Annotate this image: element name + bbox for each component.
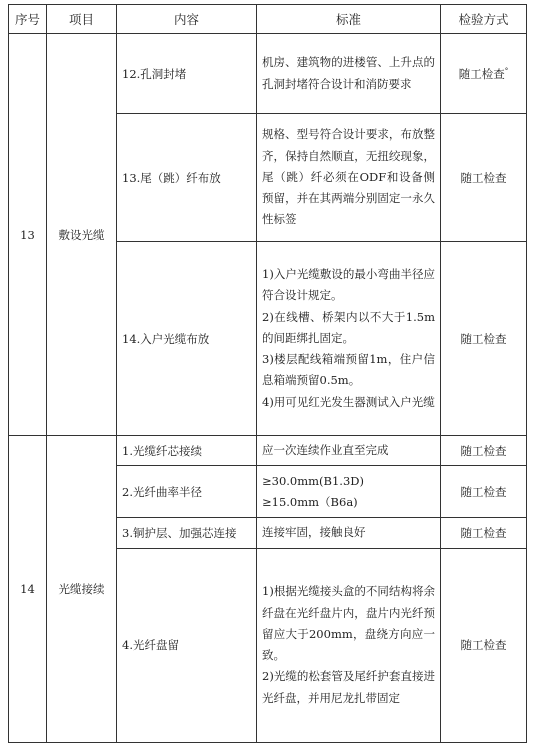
item-content: 12.孔洞封堵 [117,34,257,114]
standard-line: 3)楼层配线箱端预留1m，住户信息箱端预留0.5m。 [262,352,435,388]
standard-line: 2)光缆的松套管及尾纤护套直接进光纤盘，并用尼龙扎带固定 [262,669,435,705]
header-method: 检验方式 [441,5,527,34]
group-project: 敷设光缆 [47,34,117,436]
item-standard [257,466,441,518]
item-standard [257,242,441,436]
group-project: 光缆接续 [47,436,117,743]
standard-line: 1)根据光缆接头盒的不同结构将余纤盘在光纤盘片内，盘片内光纤预留应大于200mm，盘绕方向应一致。 [262,584,435,663]
standard-line: 1)入户光缆敷设的最小弯曲半径应符合设计规定。 [262,267,435,303]
method-text: 随工检查 [458,66,505,81]
item-content: 13.尾（跳）纤布放 [117,114,257,242]
item-method [441,34,527,114]
header-standard: 标准 [257,5,441,34]
header-content: 内容 [117,5,257,34]
header-row [9,5,527,34]
item-standard [257,518,441,548]
group-number: 13 [9,34,47,436]
item-method: 随工检查 [441,242,527,436]
item-content: 4.光纤盘留 [117,548,257,742]
item-method: 随工检查 [441,518,527,548]
item-method: 随工检查 [441,436,527,466]
standard-line: 机房、建筑物的进楼管、上升点的孔洞封堵符合设计和消防要求 [262,55,435,91]
standard-line: 应一次连续作业直至完成 [262,443,389,457]
item-content: 2.光纤曲率半径 [117,466,257,518]
item-method: 随工检查 [441,548,527,742]
table-row [9,34,527,114]
header-no: 序号 [9,5,47,34]
standard-line: ≥15.0mm（B6a) [262,494,358,509]
item-standard [257,34,441,114]
item-content: 14.入户光缆布放 [117,242,257,436]
item-method: 随工检查 [441,466,527,518]
standard-line: 2)在线槽、桥架内以不大于1.5m的间距绑扎固定。 [262,309,435,345]
header-project: 项目 [47,5,117,34]
item-content: 3.铜护层、加强芯连接 [117,518,257,548]
table-row [9,436,527,466]
standard-line: ≥30.0mm(B1.3D) [262,473,364,488]
item-content: 1.光缆纤芯接续 [117,436,257,466]
item-standard [257,548,441,742]
item-standard [257,114,441,242]
item-method: 随工检查 [441,114,527,242]
inspection-table [8,4,527,743]
group-number: 14 [9,436,47,743]
standard-line: 4)用可见红光发生器测试入户光缆 [262,394,435,409]
method-mark: ° [504,66,509,75]
standard-line: 规格、型号符合设计要求，布放整齐，保持自然顺直，无扭绞现象，尾（跳）纤必须在ODF和设备侧预留，并在其两端分别固定一永久性标签 [262,127,435,227]
item-standard [257,436,441,466]
standard-line: 连接牢固，接触良好 [262,525,366,540]
